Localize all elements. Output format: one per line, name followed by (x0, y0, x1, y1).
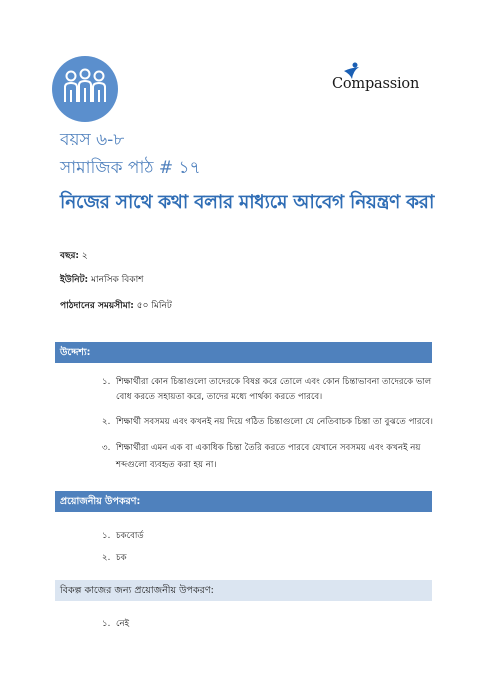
material-text: চকবোর্ড (116, 531, 144, 541)
objective-text-line: শব্দগুলো ব্যবহৃত করা হয় না। (116, 460, 217, 470)
meta-duration (60, 298, 172, 313)
material-number: ২. (102, 553, 111, 563)
alt-material-text: নেই (116, 619, 130, 629)
alt-material-item-1 (102, 617, 129, 631)
objective-number: ৩. (102, 443, 111, 453)
material-item-2 (102, 551, 127, 565)
material-number: ১. (102, 531, 111, 541)
materials-heading: প্রয়োজনীয় উপকরণ: (55, 491, 432, 512)
lesson-title: নিজের সাথে কথা বলার মাধ্যমে আবেগ নিয়ন্ত্রণ করা (60, 192, 435, 213)
meta-year (60, 248, 88, 263)
children-group-icon (52, 56, 118, 122)
meta-duration-label: পাঠদানের সময়সীমা: (60, 301, 134, 311)
material-item-1 (102, 529, 144, 543)
objective-text-line: শিক্ষার্থীরা কোন চিন্তাগুলো তাদেরকে বিষণ্ণ করে তোলে এবং কোন চিন্তাভাবনা তাদেরকে ভাল (116, 377, 432, 387)
meta-duration-value: ৫০ মিনিট (136, 301, 172, 311)
meta-unit-value: মানসিক বিকাশ (91, 275, 144, 285)
objectives-heading: উদ্দেশ্য: (55, 342, 432, 363)
objective-item-1 (102, 375, 431, 389)
objective-item-3 (102, 441, 421, 455)
objective-number: ২. (102, 417, 111, 427)
alt-material-number: ১. (102, 619, 111, 629)
objective-text-line: শিক্ষার্থী সবসময় এবং কখনই নয় দিয়ে গঠিত চিন্তাগুলো যে নেতিবাচক চিন্তা তা বুঝতে পারবে। (116, 417, 433, 427)
meta-year-label: বছর: (60, 251, 80, 261)
objective-number: ১. (102, 377, 111, 387)
lesson-number: সামাজিক পাঠ # ১৭ (60, 158, 201, 178)
meta-unit-label: ইউনিট: (60, 275, 89, 285)
meta-year-value: ২ (81, 251, 88, 261)
meta-unit (60, 272, 144, 287)
objective-text-line: বোধ করতে সহায়তা করে, তাদের মধ্যে পার্থক্য করতে পারবে। (116, 392, 323, 402)
objective-item-2 (102, 415, 433, 429)
material-text: চক (116, 553, 127, 563)
age-range: বয়স ৬-৮ (60, 130, 125, 150)
objective-text-line: শিক্ষার্থীরা এমন এক বা একাধিক চিন্তা তৈরি করতে পারবে যেখানে সবসময় এবং কখনই নয় (116, 443, 421, 453)
compassion-wordmark: Compassion (332, 76, 420, 92)
compassion-logo (330, 62, 440, 102)
alt-materials-heading: বিকল্প কাজের জন্য প্রয়োজনীয় উপকরণ: (55, 580, 432, 601)
